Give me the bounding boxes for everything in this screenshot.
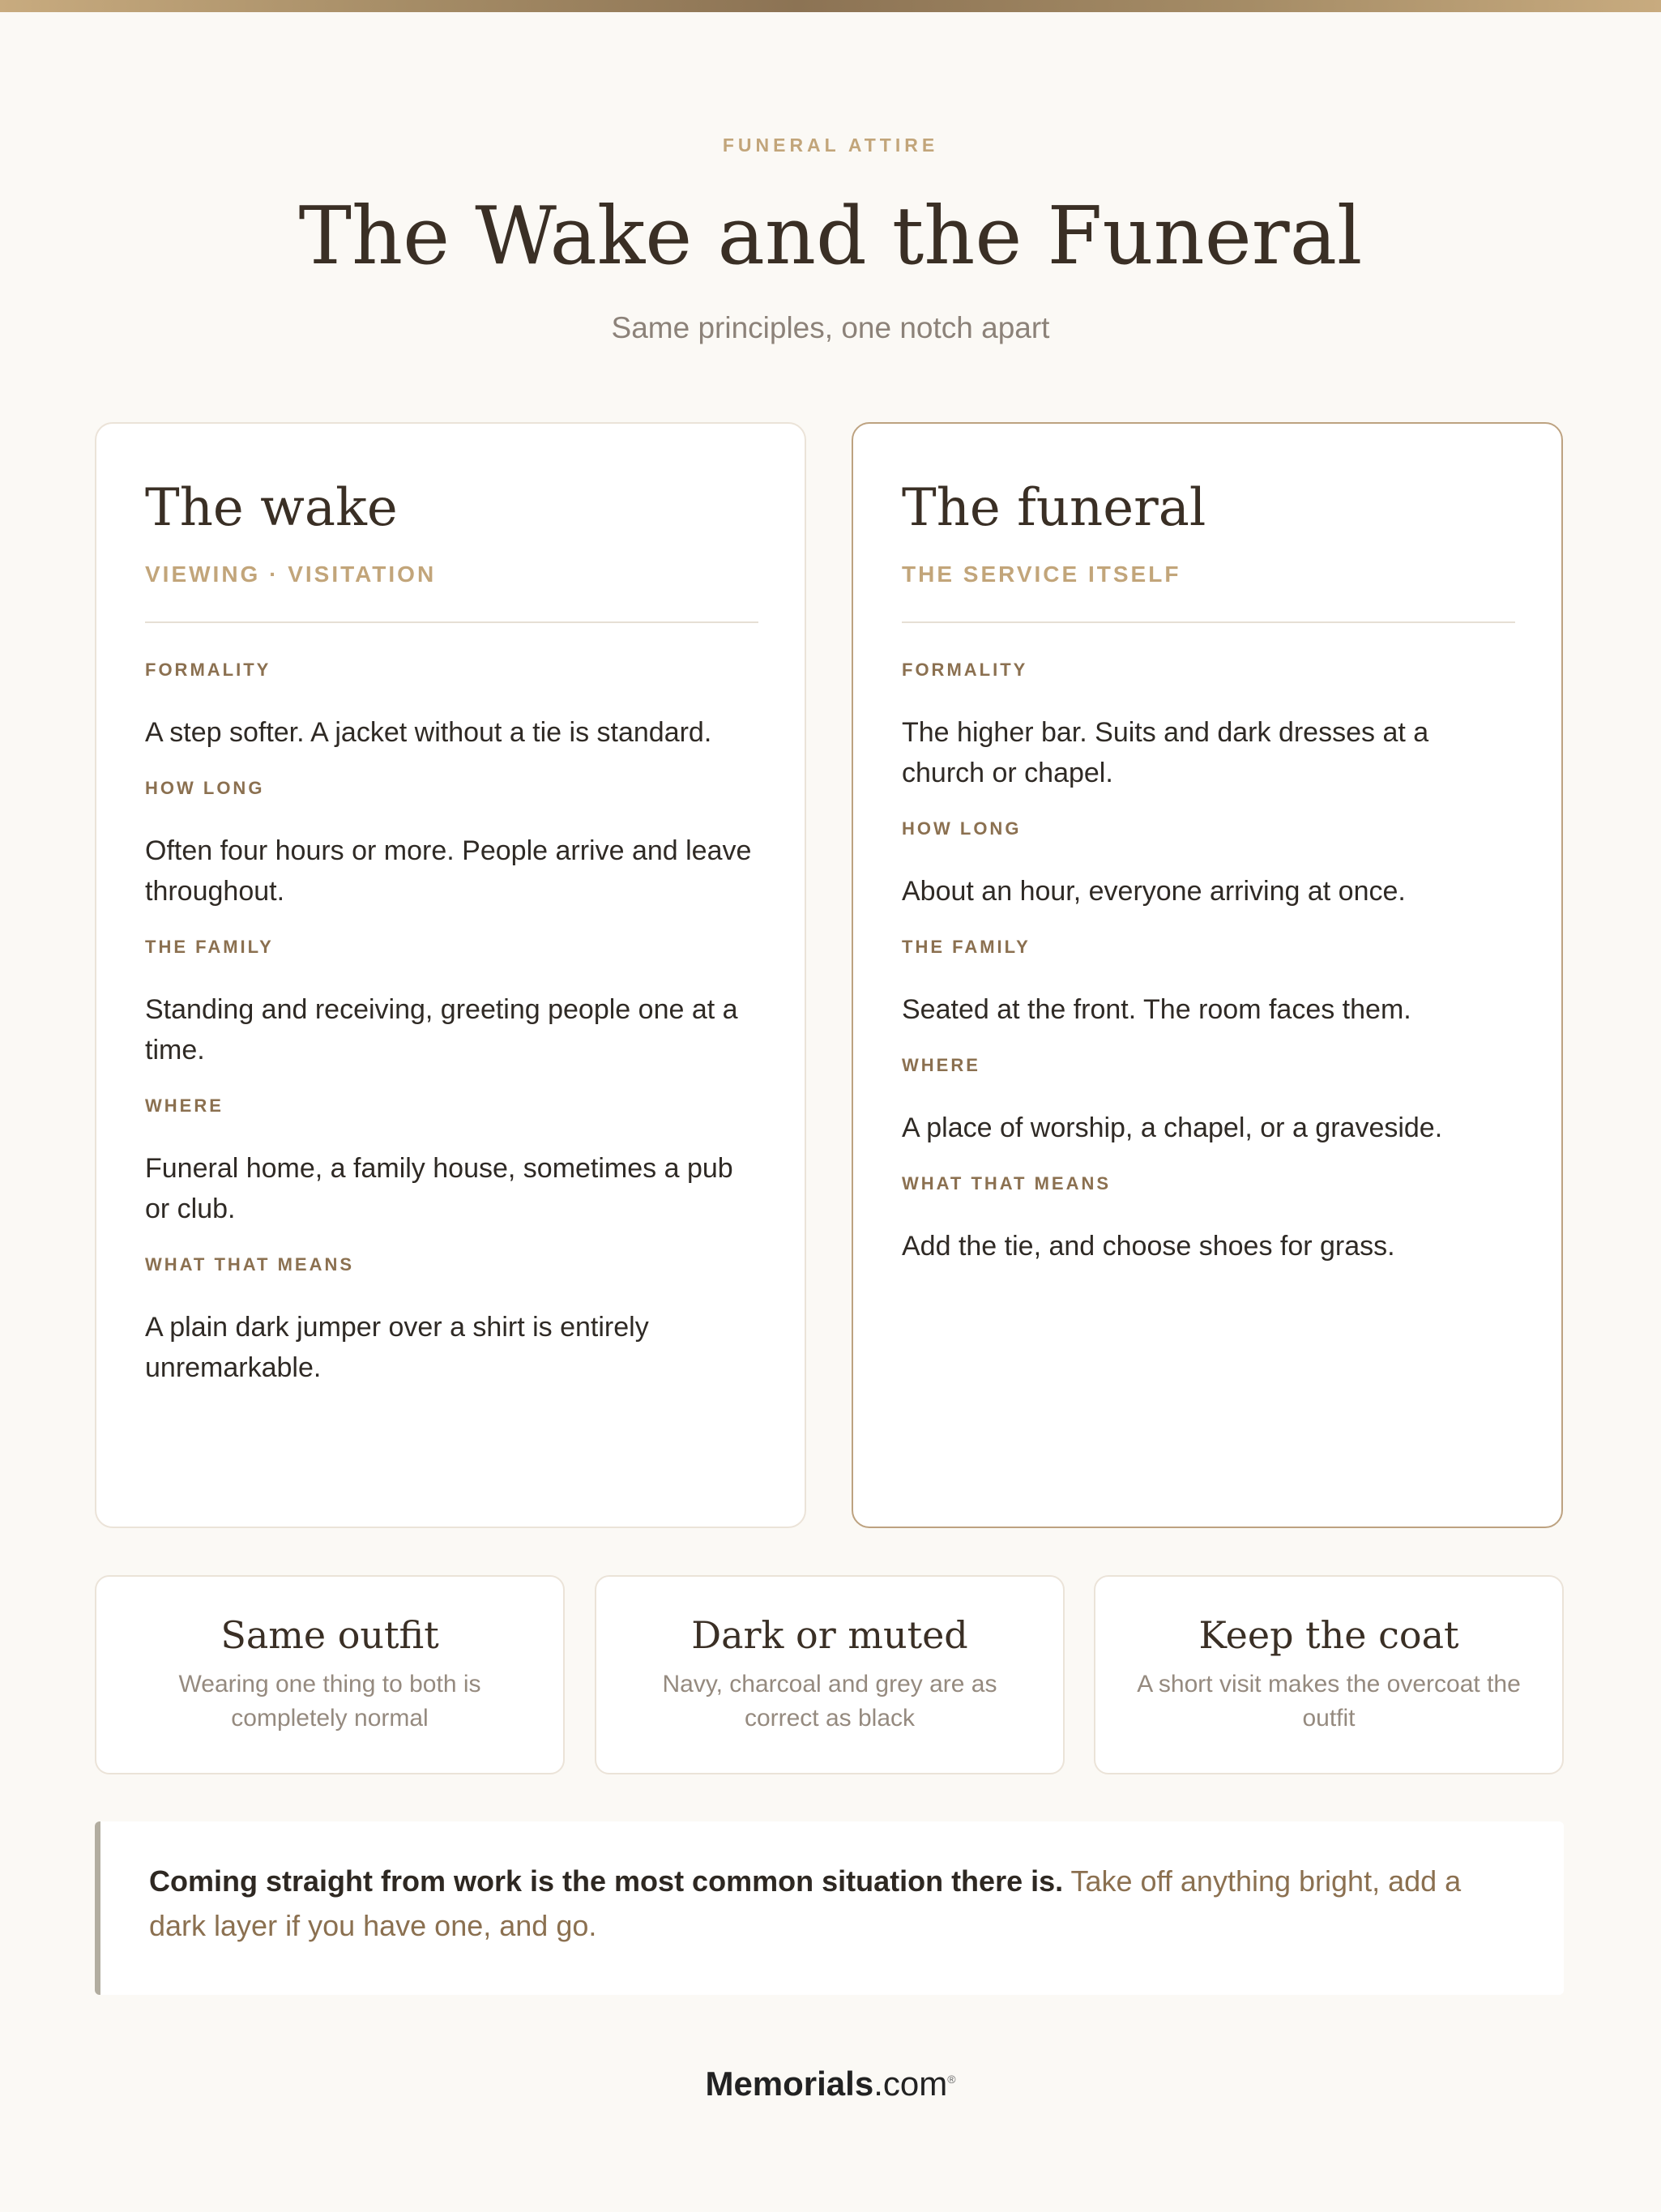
- funeral-card: [852, 422, 1563, 1528]
- tip-text: A short visit makes the overcoat the outfit: [1137, 1671, 1521, 1732]
- card-subtitle: VIEWING · VISITATION: [145, 562, 437, 587]
- card-title: The wake: [145, 478, 398, 538]
- row-value: A place of worship, a chapel, or a graveside.: [902, 1112, 1443, 1143]
- row-label: HOW LONG: [902, 818, 1022, 839]
- callout-strong: Coming straight from work is the most common situation there is.: [149, 1864, 1064, 1898]
- top-accent-bar: [0, 0, 1661, 12]
- card-body: [145, 658, 758, 1411]
- row-label: FORMALITY: [902, 660, 1028, 680]
- eyebrow: FUNERAL ATTIRE: [722, 135, 939, 156]
- tip-text: Navy, charcoal and grey are as correct as black: [662, 1671, 997, 1732]
- row-value: A plain dark jumper over a shirt is entirely unremarkable.: [145, 1312, 649, 1383]
- row-label: WHERE: [902, 1055, 980, 1075]
- row-label: WHAT THAT MEANS: [902, 1173, 1112, 1194]
- logo-suffix: .com: [873, 2065, 948, 2103]
- row-value: About an hour, everyone arriving at once.: [902, 876, 1406, 907]
- row-value: A step softer. A jacket without a tie is standard.: [145, 717, 712, 748]
- wake-card: [95, 422, 806, 1528]
- memorials-logo[interactable]: [0, 2055, 1661, 2108]
- row-label: WHERE: [145, 1095, 224, 1116]
- tip-card-same-outfit: [95, 1575, 565, 1774]
- tip-card-keep-the-coat: [1094, 1575, 1564, 1774]
- row-value: Standing and receiving, greeting people one at a time.: [145, 994, 738, 1065]
- tip-text: Wearing one thing to both is completely normal: [178, 1671, 481, 1732]
- row-value: Add the tie, and choose shoes for grass.: [902, 1231, 1395, 1262]
- row-label: THE FAMILY: [902, 937, 1031, 957]
- page-subtitle: Same principles, one notch apart: [611, 311, 1050, 344]
- callout-note: [95, 1821, 1564, 1995]
- row-value: Funeral home, a family house, sometimes a pub or club.: [145, 1153, 733, 1224]
- divider: [145, 621, 758, 623]
- card-title: The funeral: [902, 478, 1206, 538]
- tip-title: Keep the coat: [1198, 1613, 1459, 1657]
- logo-name: Memorials: [705, 2065, 874, 2103]
- tip-title: Dark or muted: [691, 1613, 968, 1657]
- card-body: [902, 658, 1515, 1290]
- page-title: The Wake and the Funeral: [298, 190, 1363, 283]
- row-label: WHAT THAT MEANS: [145, 1254, 355, 1275]
- tip-title: Same outfit: [220, 1613, 439, 1657]
- row-label: FORMALITY: [145, 660, 271, 680]
- logo-registered-mark: ®: [947, 2073, 956, 2086]
- row-value: Often four hours or more. People arrive and leave throughout.: [145, 835, 752, 907]
- row-label: HOW LONG: [145, 778, 265, 798]
- card-subtitle: THE SERVICE ITSELF: [902, 562, 1181, 587]
- callout-rest: Take off anything bright, add a dark layer if you have one, and go.: [149, 1864, 1462, 1942]
- divider: [902, 621, 1515, 623]
- row-value: Seated at the front. The room faces them.: [902, 994, 1411, 1025]
- row-value: The higher bar. Suits and dark dresses at a church or chapel.: [902, 717, 1429, 788]
- tip-card-dark-or-muted: [595, 1575, 1065, 1774]
- row-label: THE FAMILY: [145, 937, 274, 957]
